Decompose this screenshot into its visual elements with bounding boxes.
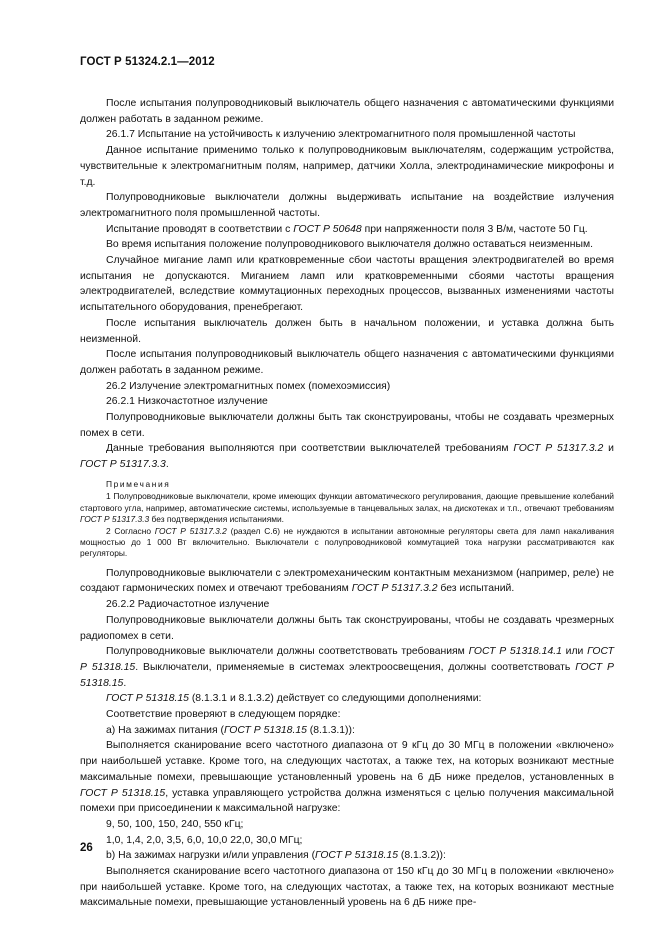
note-2: 2 Согласно ГОСТ Р 51317.3.2 (раздел С.6) не нуждаются в испытании автономные регуляторы света для ламп накаливания мощностью до 1 000 Вт включительно. Выключатели с полупроводниковой коммутацией тока нагрузки рассматриваются как регуляторы. (80, 525, 615, 559)
standard-reference: ГОСТ Р 51317.3.3 (80, 459, 166, 471)
paragraph-requirements-met: Данные требования выполняются при соответствии выключателей требованиям ГОСТ Р 51317.3.2 и ГОСТ Р 51317.3.3. (80, 443, 614, 471)
section-26-2-title: 26.2 Излучение электромагнитных помех (помехоэмиссия) (106, 380, 391, 392)
standard-reference: ГОСТ Р 50648 (293, 223, 362, 235)
paragraph-conformity-standards: Полупроводниковые выключатели должны соответствовать требованиям ГОСТ Р 51318.14.1 или ГОСТ Р 51318.15. Выключатели, применяемые в системах электроосвещения, должны соответствовать ГОСТ Р 51318.15. (80, 646, 615, 689)
standard-reference: ГОСТ Р 51318.15 (106, 693, 189, 705)
frequency-list-khz: 9, 50, 100, 150, 240, 550 кГц; (106, 818, 244, 830)
standard-reference: ГОСТ Р 51318.15 (315, 850, 398, 862)
standard-reference: ГОСТ Р 51317.3.2 (513, 443, 604, 455)
standard-reference: ГОСТ Р 51317.3.3 (80, 514, 150, 525)
notes-title: Примечания (106, 478, 171, 489)
item-a-supply-terminals: а) На зажимах питания (ГОСТ Р 51318.15 (8.1.3.1)): (106, 724, 355, 736)
paragraph-after-test-auto: После испытания полупроводниковый выключатель общего назначения с автоматическими функциями должен работать в заданном режиме. (80, 98, 614, 125)
standard-reference: ГОСТ Р 51317.3.2 (351, 583, 438, 595)
note-1: 1 Полупроводниковые выключатели, кроме имеющих функции автоматического регулирования, дающие превышение колебаний стартового угла, например, автоматические системы, используемые в танцевальных залах, на дискотеках и т.п., отвечают требованиям ГОСТ Р 51317.3.3 без подтверждения испытаниями. (80, 491, 614, 525)
paragraph-scan-9khz: Выполняется сканирование всего частотного диапазона от 9 кГц до 30 МГц в положении «включено» при наибольшей уставке. Кроме того, на следующих частотах, а также тех, на которых возникают местные максимальные помехи, превышающие установленный уровень на 6 дБ ниже пределов, установленных в ГОСТ Р 51318.15, уставка управляющего устройства должна изменяться с целью получения максимальной помехи при присоединении к максимальной нагрузке: (80, 740, 614, 815)
standard-reference: ГОСТ Р 51318.15 (80, 787, 166, 799)
standard-reference: ГОСТ Р 51318.14.1 (468, 646, 562, 658)
paragraph-no-excess-interference: Полупроводниковые выключатели должны быть так сконструированы, чтобы не создавать чрезмерных помех в сети. (80, 412, 614, 439)
paragraph-withstand-test: Полупроводниковые выключатели должны выдерживать испытание на воздействие излучения электромагнитного поля промышленной частоты. (80, 192, 614, 219)
paragraph-initial-position: После испытания выключатель должен быть в начальном положении, и уставка должна быть неизменной. (80, 317, 614, 345)
standard-reference: ГОСТ Р 51318.15 (80, 646, 615, 673)
paragraph-additions: ГОСТ Р 51318.15 (8.1.3.1 и 8.1.3.2) действует со следующими дополнениями: (106, 693, 482, 705)
section-26-2-2-title: 26.2.2 Радиочастотное излучение (106, 599, 270, 611)
paragraph-relay-switches: Полупроводниковые выключатели с электромеханическим контактным механизмом (например, реле) не создают гармонических помех и отвечают требованиям ГОСТ Р 51317.3.2 без испытаний. (80, 567, 614, 595)
section-26-2-1-title: 26.2.1 Низкочастотное излучение (106, 396, 268, 408)
paragraph-test-conditions: Испытание проводят в соответствии с ГОСТ Р 50648 при напряженности поля 3 В/м, частоте 50 Гц. (106, 223, 588, 235)
notes-block (80, 479, 614, 560)
section-26-1-7-title: 26.1.7 Испытание на устойчивость к излучению электромагнитного поля промышленной частоты (106, 129, 576, 141)
paragraph-flicker: Случайное мигание ламп или кратковременные сбои частоты вращения электродвигателей во время испытания не допускаются. Миганием ламп или кратковременными сбоями частоты вращения электродвигателей, вследствие коммутационных переходных процессов, вызванных изменениями частоты испытательного оборудования, пренебрегают. (80, 255, 614, 314)
standard-reference: ГОСТ Р 51318.15 (223, 724, 307, 736)
standard-reference: ГОСТ Р 51318.15 (80, 661, 614, 689)
paragraph-check-order: Соответствие проверяют в следующем порядке: (106, 709, 341, 721)
frequency-list-mhz: 1,0, 1,4, 2,0, 3,5, 6,0, 10,0 22,0, 30,0 МГц; (106, 834, 303, 846)
paragraph-applicability: Данное испытание применимо только к полупроводниковым выключателям, содержащим устройства, чувствительные к электромагнитным полям, например, датчики Холла, электродинамические микрофоны и т.д. (80, 145, 614, 188)
page-content (80, 96, 614, 911)
paragraph-after-test-auto-2: После испытания полупроводниковый выключатель общего назначения с автоматическими функциями должен работать в заданном режиме. (80, 349, 614, 376)
paragraph-no-radio-interference: Полупроводниковые выключатели должны быть так сконструированы, чтобы не создавать чрезмерных радиопомех в сети. (80, 614, 614, 642)
document-header: ГОСТ Р 51324.2.1—2012 (80, 56, 215, 68)
page-number: 26 (80, 842, 93, 854)
paragraph-position-unchanged: Во время испытания положение полупроводникового выключателя должно оставаться неизменным. (106, 239, 594, 251)
standard-reference: ГОСТ Р 51317.3.2 (154, 525, 227, 536)
paragraph-scan-150khz: Выполняется сканирование всего частотного диапазона от 150 кГц до 30 МГц в положении «включено» при наибольшей уставке. Кроме того, на следующих частотах, а также тех, на которых возникают местные максимальные помехи, превышающие установленный уровень на 6 дБ ниже пре- (80, 866, 614, 909)
item-b-load-terminals: b) На зажимах нагрузки и/или управления (ГОСТ Р 51318.15 (8.1.3.2)): (106, 850, 446, 862)
